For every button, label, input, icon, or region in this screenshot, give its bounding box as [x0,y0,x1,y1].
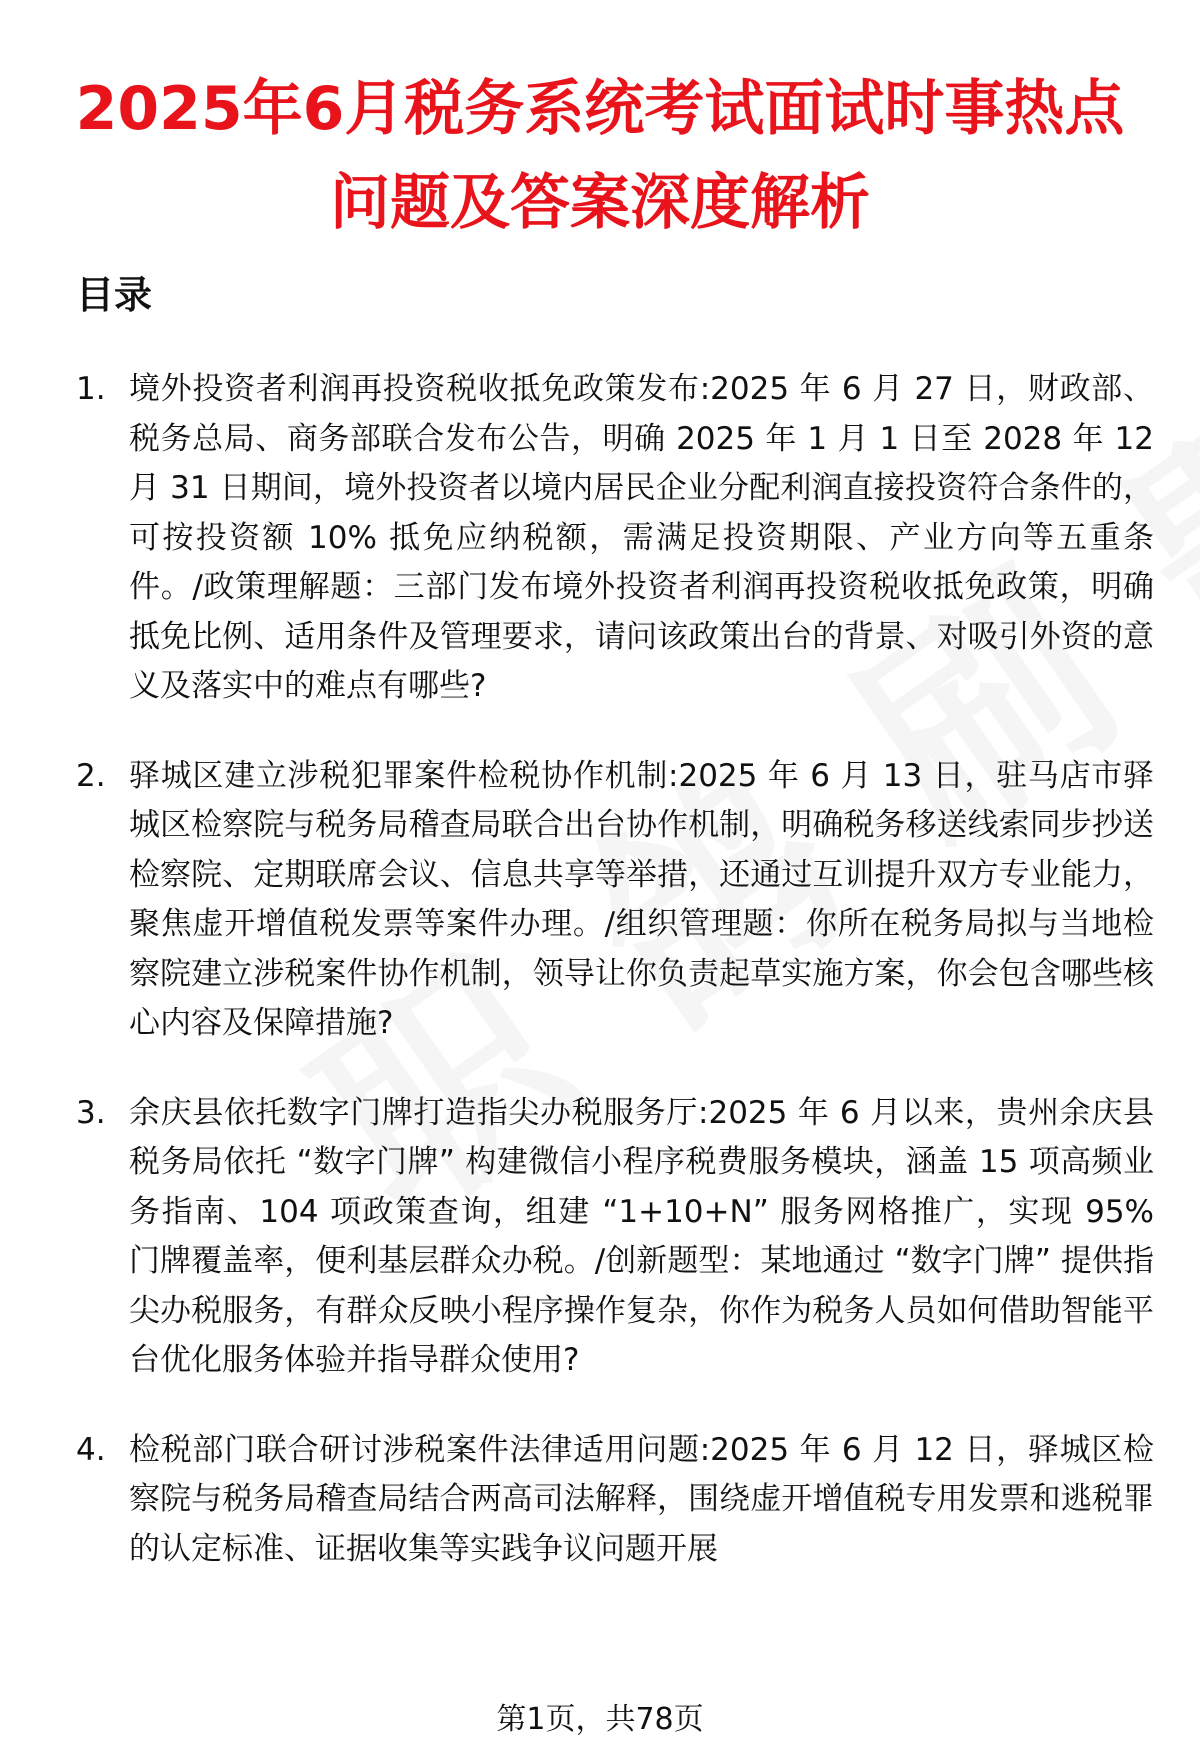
toc-item-2 [76,752,1154,1049]
toc-item-3 [76,1089,1154,1386]
toc-item-text: 境外投资者利润再投资税收抵免政策发布:2025 年 6 月 27 日，财政部、税务总局、商务部联合发布公告，明确 2025 年 1 月 1 日至 2028 年 12 月 31 日期间，境外投资者以境内居民企业分配利润直接投资符合条件的，可按投资额 10% 抵免应纳税额，需满足投资期限、产业方向等五重条件。/政策理解题：三部门发布境外投资者利润再投资税收抵免政策，明确抵免比例、适用条件及管理要求，请问该政策出台的背景、对吸引外资的意义及落实中的难点有哪些? [129,371,1154,704]
toc-item-number: 2. [76,757,106,794]
page-footer: 第1页，共78页 [496,1702,704,1737]
toc-item-number: 1. [76,371,106,407]
toc-heading: 目录 [76,273,153,317]
toc-item-number: 3. [76,1094,106,1131]
table-of-contents [76,365,1154,1614]
toc-item-1 [76,365,1154,712]
toc-item-number: 4. [76,1431,106,1468]
toc-item-text: 检税部门联合研讨涉税案件法律适用问题:2025 年 6 月 12 日，驿城区检察院与税务局稽查局结合两高司法解释，围绕虚开增值税专用发票和逃税罪的认定标准、证据收集等实践争议问题开展 [129,1431,1154,1567]
toc-item-4 [76,1426,1154,1575]
toc-item-text: 余庆县依托数字门牌打造指尖办税服务厅:2025 年 6 月以来，贵州余庆县税务局依托 “数字门牌” 构建微信小程序税费服务模块，涵盖 15 项高频业务指南、104 项政策查询，组建 “1+10+N” 服务网格推广，实现 95% 门牌覆盖率，便利基层群众办税。/创新题型：某地通过 “数字门牌” 提供指尖办税服务，有群众反映小程序操作复杂，你作为税务人员如何借助智能平台优化服务体验并指导群众使用? [129,1094,1154,1378]
toc-item-text: 驿城区建立涉税犯罪案件检税协作机制:2025 年 6 月 13 日，驻马店市驿城区检察院与税务局稽查局联合出台协作机制，明确税务移送线索同步抄送检察院、定期联席会议、信息共享等举措，还通过互训提升双方专业能力，聚焦虚开增值税发票等案件办理。/组织管理题：你所在税务局拟与当地检察院建立涉税案件协作机制，领导让你负责起草实施方案，你会包含哪些核心内容及保障措施? [129,757,1154,1041]
document-title: 2025年6月税务系统考试面试时事热点问题及答案深度解析 [75,74,1125,238]
